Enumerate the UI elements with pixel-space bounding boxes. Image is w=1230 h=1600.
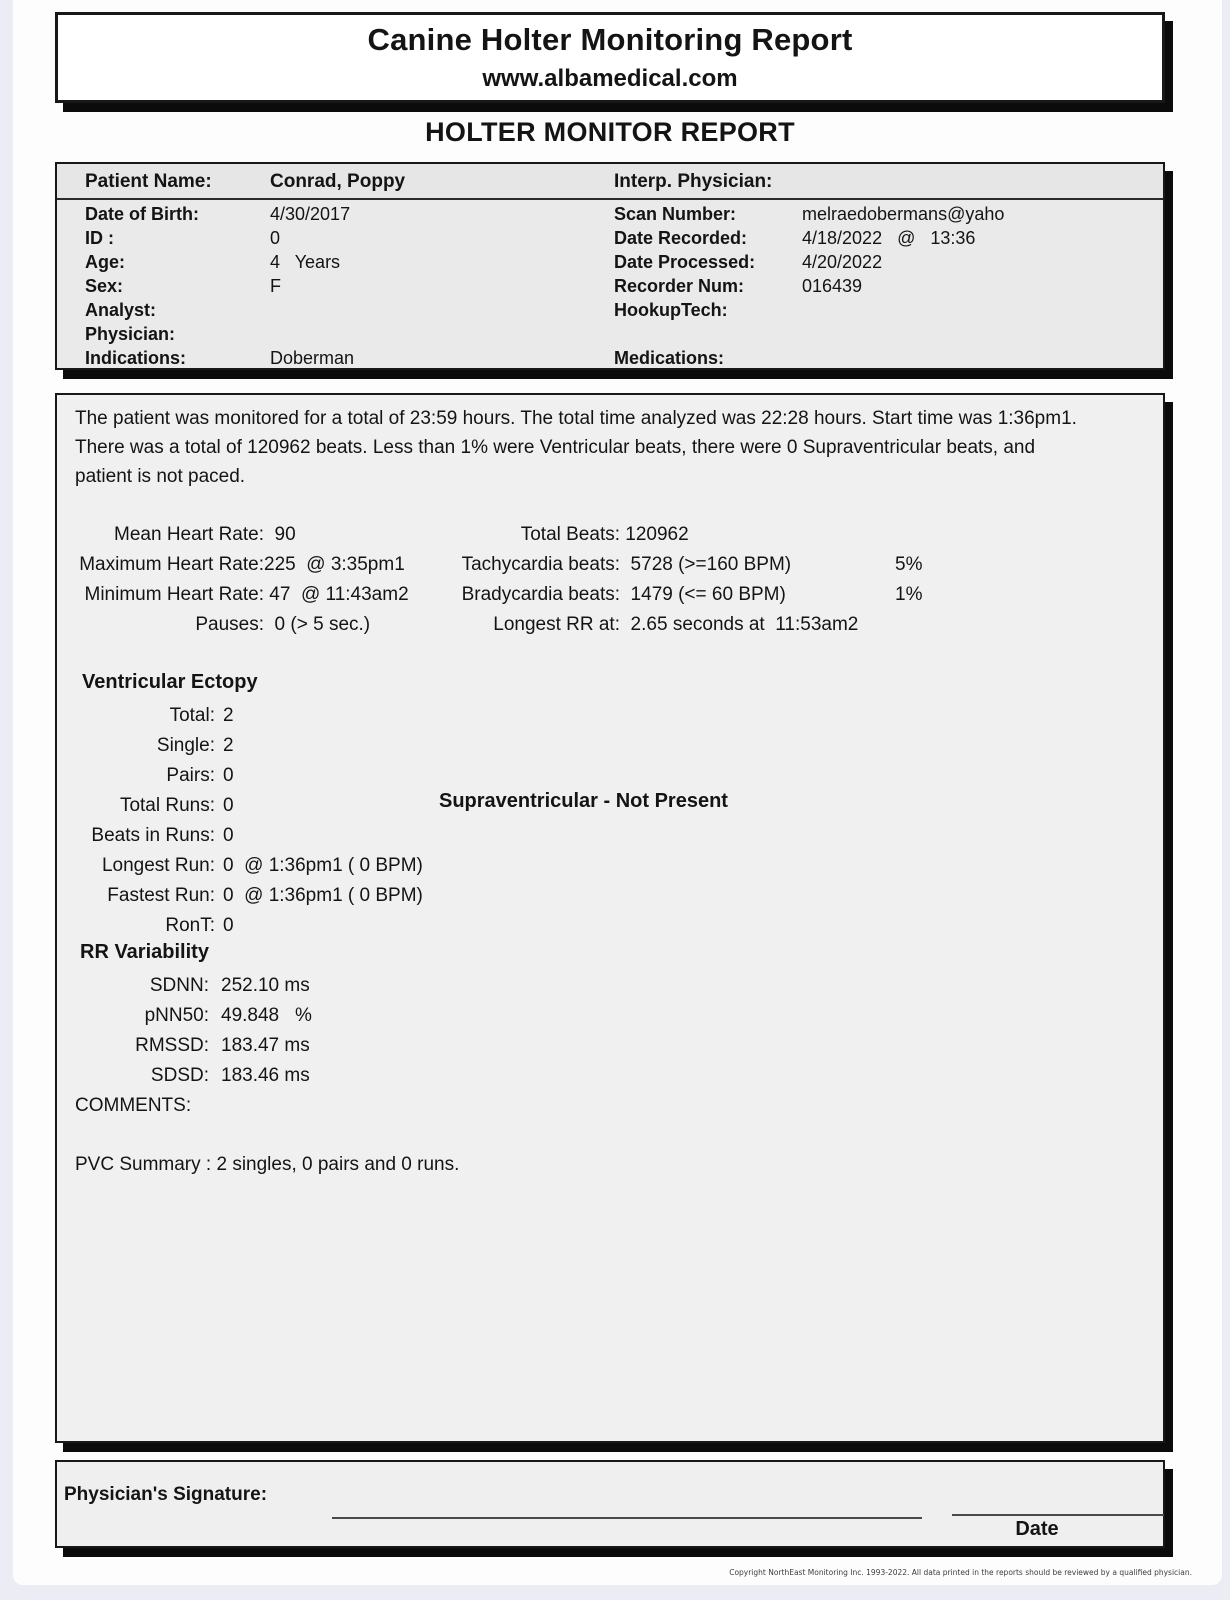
table-row: [57, 322, 1163, 346]
ectopy-label: Fastest Run:: [107, 885, 215, 906]
ectopy-row: [57, 761, 1163, 791]
patient-info-table: [55, 162, 1165, 370]
summary-paragraph: [75, 404, 1150, 491]
stat-percent: 5%: [895, 554, 923, 575]
row-label: Analyst:: [85, 300, 157, 320]
row-value: 0: [270, 228, 281, 248]
date-label: Date: [1015, 1518, 1059, 1540]
ectopy-row: [57, 701, 1163, 731]
ectopy-label: Longest Run:: [101, 855, 215, 876]
stat-row: [57, 580, 1163, 609]
row-label: Date Recorded:: [614, 228, 748, 248]
stat-label: Minimum Heart Rate:: [84, 584, 264, 605]
report-main-title: Canine Holter Monitoring Report: [367, 22, 853, 57]
ectopy-value: 0: [223, 825, 234, 846]
row-value: Doberman: [270, 348, 355, 368]
ectopy-label: Total Runs:: [119, 795, 215, 816]
table-row: [57, 202, 1163, 226]
stat-value: 225 @ 3:35pm1: [264, 554, 405, 575]
stat-label: Longest RR at:: [493, 614, 620, 635]
interp-physician-label: Interp. Physician:: [614, 171, 773, 192]
comments-label: COMMENTS:: [75, 1095, 192, 1116]
row-value: 016439: [802, 276, 863, 296]
ectopy-value: 2: [223, 735, 234, 756]
patient-name-value: Conrad, Poppy: [270, 171, 406, 192]
summary-line: patient is not paced.: [75, 466, 246, 487]
rr-value: 49.848 %: [221, 1005, 312, 1026]
ectopy-label: Single:: [156, 735, 215, 756]
ectopy-row: [57, 881, 1163, 911]
table-row: [57, 274, 1163, 298]
report-body-box: [55, 393, 1165, 1443]
row-label: Scan Number:: [614, 204, 737, 224]
report-website: www.albamedical.com: [482, 65, 738, 92]
stat-row: [57, 520, 1163, 549]
rr-row: [57, 971, 1163, 1001]
rr-variability-title: RR Variability: [80, 941, 209, 963]
supraventricular-note: Supraventricular - Not Present: [439, 790, 728, 812]
rr-value: 252.10 ms: [221, 975, 310, 996]
ectopy-row: [57, 731, 1163, 761]
patient-name-label: Patient Name:: [85, 171, 212, 192]
row-value: F: [270, 276, 281, 296]
rr-label: RMSSD:: [135, 1035, 209, 1056]
table-row: [57, 346, 1163, 370]
row-value: 4/18/2022 @ 13:36: [802, 228, 976, 248]
row-label: Physician:: [85, 324, 176, 344]
copyright-fineprint: Copyright NorthEast Monitoring Inc. 1993-2022. All data printed in the reports should be reviewed by a qualified physician.: [729, 1568, 1192, 1577]
stat-label: Maximum Heart Rate:: [79, 554, 264, 575]
stat-value: 47 @ 11:43am2: [264, 584, 409, 605]
ectopy-label: RonT:: [165, 915, 215, 936]
stat-label: Mean Heart Rate:: [114, 524, 264, 545]
row-value: melraedobermans@yaho: [802, 204, 1005, 224]
stat-value: 120962: [620, 524, 689, 545]
rr-label: SDSD:: [150, 1065, 209, 1086]
stat-label: Total Beats:: [520, 524, 620, 545]
table-row: [57, 226, 1163, 250]
signature-line: [332, 1517, 922, 1519]
stat-value: 2.65 seconds at 11:53am2: [620, 614, 859, 635]
ectopy-value: 0 @ 1:36pm1 ( 0 BPM): [223, 885, 423, 906]
ectopy-label: Total:: [169, 705, 215, 726]
table-row: [57, 250, 1163, 274]
ectopy-row: [57, 851, 1163, 881]
ectopy-value: 0: [223, 795, 234, 816]
row-label: Date Processed:: [614, 252, 756, 272]
date-line: [952, 1514, 1164, 1516]
pvc-summary: PVC Summary : 2 singles, 0 pairs and 0 runs.: [75, 1154, 460, 1175]
stat-value: 90: [264, 524, 296, 545]
report-subtitle: HOLTER MONITOR REPORT: [425, 117, 795, 147]
stat-label: Pauses:: [195, 614, 264, 635]
rr-row: [57, 1001, 1163, 1031]
stat-value: 5728 (>=160 BPM): [620, 554, 792, 575]
stat-value: 1479 (<= 60 BPM): [620, 584, 786, 605]
summary-line: The patient was monitored for a total of 23:59 hours. The total time analyzed was 22:28 hours. Start time was 1:36pm1.: [75, 408, 1077, 429]
patient-table-header: [57, 164, 1163, 200]
row-label: Medications:: [614, 348, 725, 368]
signature-box: [55, 1460, 1165, 1548]
rr-label: SDNN:: [149, 975, 209, 996]
stat-percent: 1%: [895, 584, 923, 605]
stat-label: Tachycardia beats:: [461, 554, 620, 575]
rr-value: 183.46 ms: [221, 1065, 310, 1086]
rr-value: 183.47 ms: [221, 1035, 310, 1056]
summary-line: There was a total of 120962 beats. Less than 1% were Ventricular beats, there were 0 Supraventricular beats, and: [75, 437, 1036, 458]
stat-row: [57, 610, 1163, 639]
ventricular-ectopy-title: Ventricular Ectopy: [82, 671, 258, 693]
rr-label: pNN50:: [144, 1005, 209, 1026]
row-label: Recorder Num:: [614, 276, 745, 296]
ectopy-label: Pairs:: [166, 765, 215, 786]
row-label: Indications:: [85, 348, 187, 368]
rr-row: [57, 1061, 1163, 1091]
ectopy-row: [57, 911, 1163, 941]
rr-row: [57, 1031, 1163, 1061]
row-label: ID :: [85, 228, 114, 248]
row-label: Date of Birth:: [85, 204, 199, 224]
row-value: 4 Years: [270, 252, 341, 272]
row-label: Age:: [85, 252, 125, 272]
table-row: [57, 298, 1163, 322]
ectopy-value: 0: [223, 915, 234, 936]
ectopy-row: [57, 821, 1163, 851]
stat-value: 0 (> 5 sec.): [264, 614, 371, 635]
ectopy-value: 2: [223, 705, 234, 726]
row-value: 4/20/2022: [802, 252, 883, 272]
physician-signature-label: Physician's Signature:: [64, 1484, 268, 1505]
stat-label: Bradycardia beats:: [461, 584, 620, 605]
row-label: HookupTech:: [614, 300, 728, 320]
row-value: 4/30/2017: [270, 204, 351, 224]
stat-row: [57, 550, 1163, 579]
ectopy-label: Beats in Runs:: [91, 825, 215, 846]
ectopy-value: 0: [223, 765, 234, 786]
ectopy-value: 0 @ 1:36pm1 ( 0 BPM): [223, 855, 423, 876]
row-label: Sex:: [85, 276, 124, 296]
report-header-box: [55, 12, 1165, 103]
